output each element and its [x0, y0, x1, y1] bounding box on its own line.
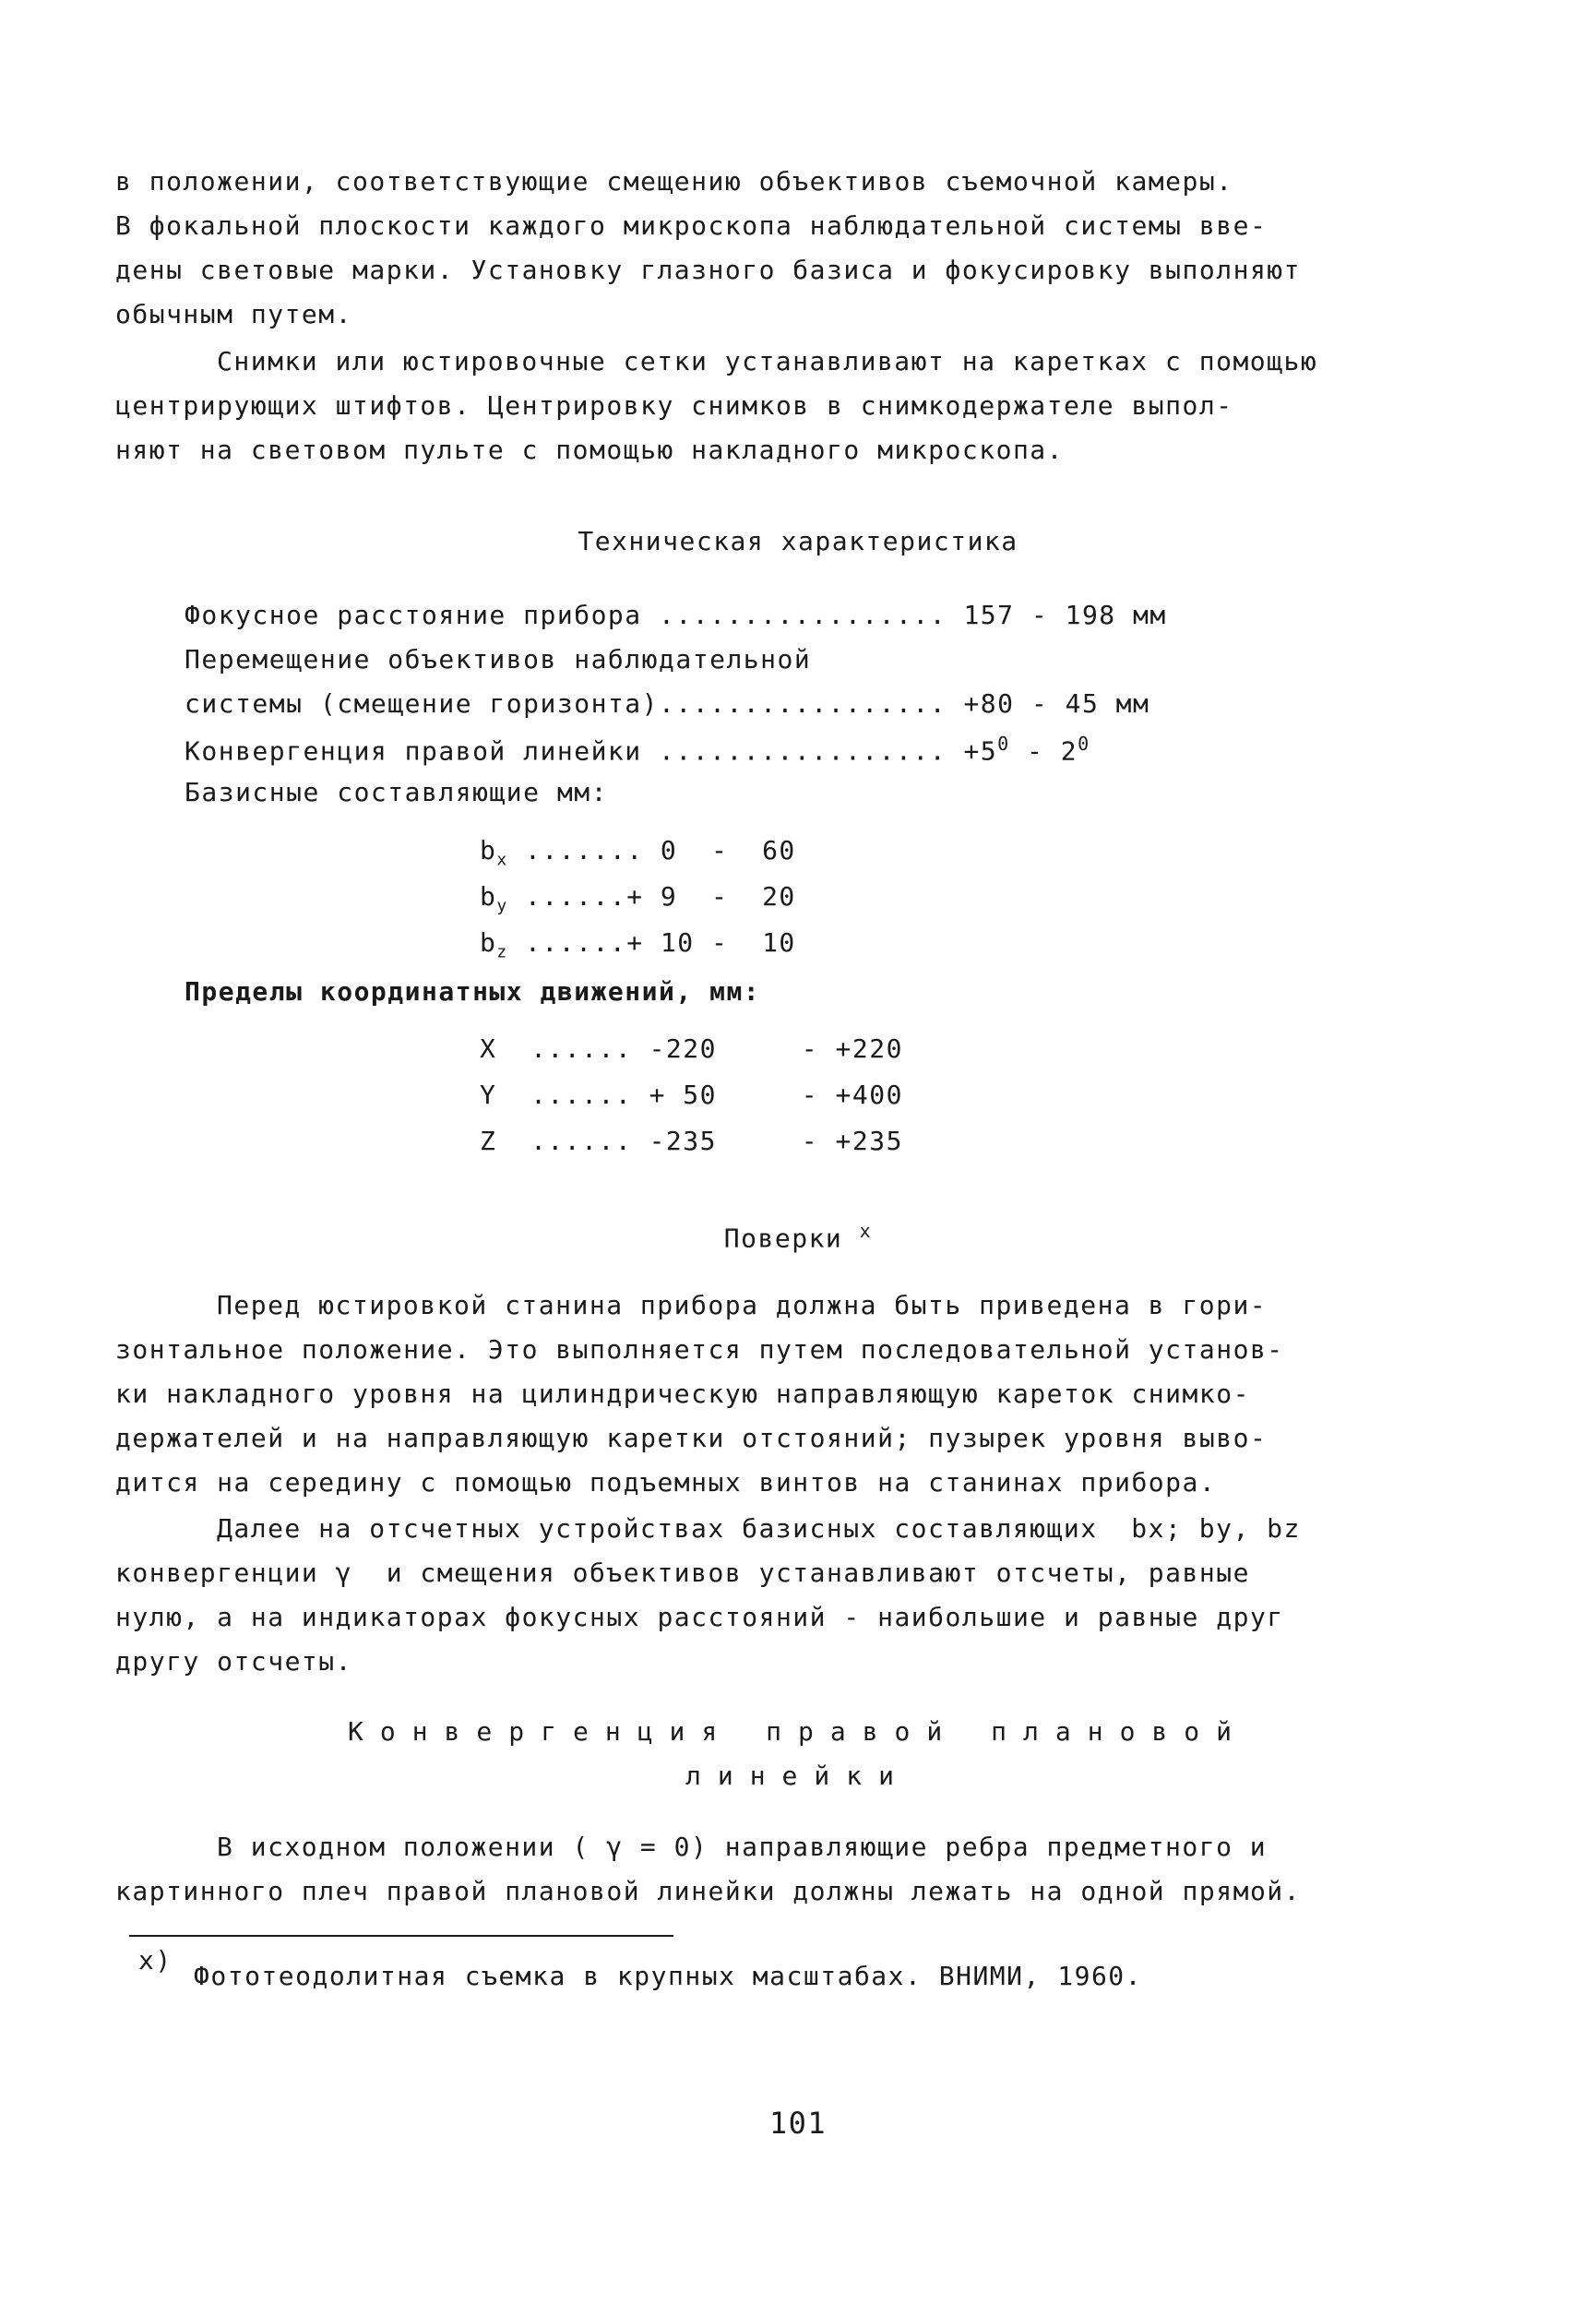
body-line: Далее на отсчетных устройствах базисных составляющих bx; by, bz	[217, 1513, 1301, 1544]
footnote-text: Фототеодолитная съемка в крупных масштабах. ВНИМИ, 1960.	[194, 1961, 1143, 1991]
section-heading: Техническая характеристика	[578, 526, 1018, 556]
section-heading	[0, 1220, 1596, 1253]
body-line: ки накладного уровня на цилиндрическую направляющую кареток снимко-	[115, 1379, 1250, 1409]
base-subscript: y	[496, 896, 508, 916]
spec-line: Фокусное расстояние прибора ................. 157 - 198 мм	[185, 600, 1167, 630]
body-line: держателей и на направляющую каретки отстояний; пузырек уровня выво-	[115, 1423, 1268, 1453]
body-line: конвергенции γ и смещения объективов устанавливают отсчеты, равные	[115, 1558, 1250, 1588]
body-line: в положении, соответствующие смещению объективов съемочной камеры.	[115, 166, 1233, 197]
limits-row: Y ...... + 50 - +400	[480, 1080, 903, 1110]
page-number: 101	[768, 2106, 828, 2141]
body-line: дится на середину с помощью подъемных винтов на станинах прибора.	[115, 1467, 1217, 1498]
degree-sup: 0	[997, 733, 1010, 755]
body-line: дены световые марки. Установку глазного базиса и фокусировку выполняют	[115, 255, 1302, 285]
footnote-rule	[129, 1935, 673, 1937]
body-line: няют на световом пульте с помощью накладного микроскопа.	[115, 435, 1065, 465]
base-symbol: b	[480, 927, 497, 958]
base-row	[480, 881, 796, 916]
base-subscript: z	[496, 942, 508, 962]
spec-line: системы (смещение горизонта)................. +80 - 45 мм	[185, 688, 1150, 719]
spec-line: Базисные составляющие мм:	[185, 777, 608, 807]
base-row	[480, 927, 796, 962]
body-line: В исходном положении ( γ = 0) направляющие ребра предметного и	[217, 1832, 1268, 1862]
base-subscript: x	[496, 850, 508, 870]
checks-heading-text: Поверки	[723, 1223, 843, 1254]
body-line: нулю, а на индикаторах фокусных расстояний - наибольшие и равные друг	[115, 1602, 1284, 1632]
body-line: В фокальной плоскости каждого микроскопа наблюдательной системы вве-	[115, 210, 1268, 241]
body-line: картинного плеч правой плановой линейки должны лежать на одной прямой.	[115, 1876, 1302, 1906]
footnote-ref: x	[859, 1220, 873, 1242]
section-heading: Конвергенция правой плановой	[347, 1716, 1248, 1747]
base-values: ......+ 9 - 20	[507, 881, 796, 912]
body-line: Снимки или юстировочные сетки устанавливают на каретках с помощью	[217, 346, 1318, 376]
limits-row: Z ...... -235 - +235	[480, 1126, 903, 1156]
body-line: обычным путем.	[115, 299, 353, 329]
footnote-mark: x)	[138, 1945, 173, 1976]
base-symbol: b	[480, 835, 497, 865]
section-heading: линейки	[685, 1761, 911, 1791]
body-line: другу отсчеты.	[115, 1646, 353, 1677]
spec-text: Конвергенция правой линейки ................. +5	[185, 735, 998, 767]
spec-text: - 2	[1009, 735, 1078, 767]
base-row	[480, 835, 796, 870]
degree-sup: 0	[1078, 733, 1090, 755]
spec-line	[185, 733, 1090, 766]
base-symbol: b	[480, 881, 497, 912]
base-values: ....... 0 - 60	[507, 835, 796, 865]
base-values: ......+ 10 - 10	[507, 927, 796, 958]
limits-row: X ...... -220 - +220	[480, 1033, 903, 1064]
body-line: зонтальное положение. Это выполняется путем последовательной установ-	[115, 1334, 1284, 1365]
body-line: Перед юстировкой станина прибора должна быть приведена в гори-	[217, 1290, 1268, 1320]
spec-line: Перемещение объективов наблюдательной	[185, 644, 812, 674]
body-line: центрирующих штифтов. Центрировку снимков в снимкодержателе выпол-	[115, 390, 1233, 421]
limits-heading: Пределы координатных движений, мм:	[185, 976, 761, 1007]
